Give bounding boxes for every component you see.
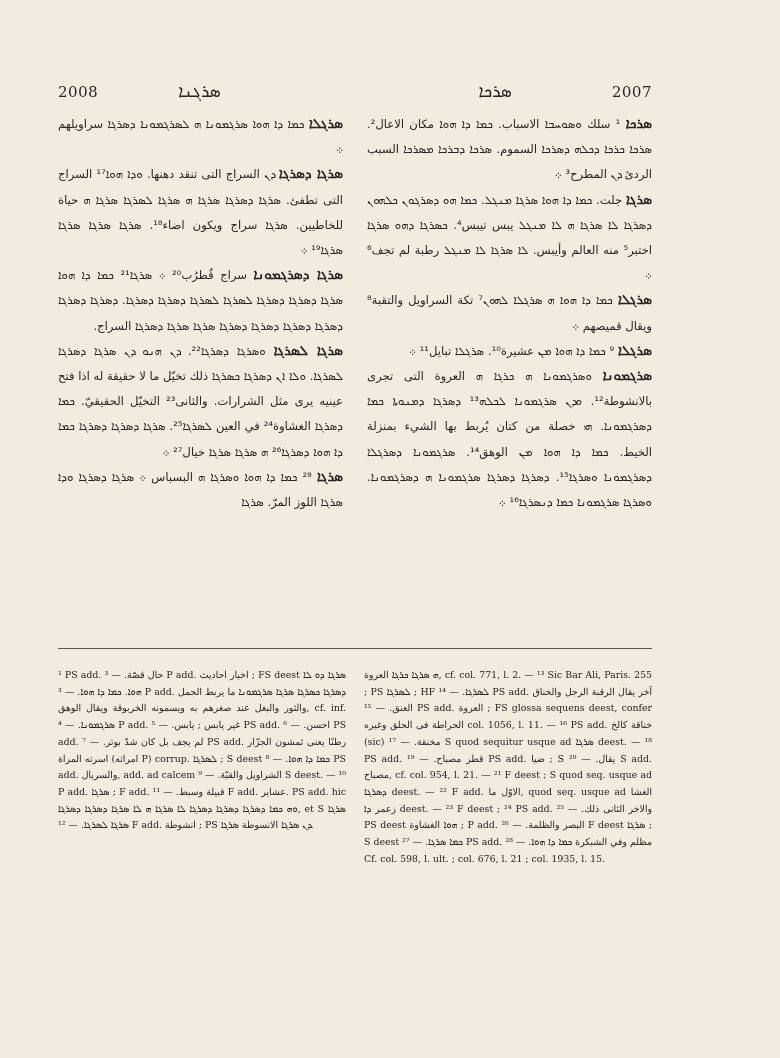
entry [58, 465, 343, 515]
footnotes [58, 668, 652, 868]
headword: ܣܪܓܠܐ [617, 342, 652, 359]
entry-text: ⁹ ܟܡܐ ܕܐ ܗܘܐ ܡܢ عشيرة¹⁰. ܣܪܓܠܐ تبايل¹¹ ܀ [408, 343, 615, 358]
header-left [58, 82, 478, 102]
entry [367, 188, 652, 289]
entry-text: ¹ سلك ܘܣܘܚܒܐ الاسباب. ܟܡܐ ܕܐ ܗܘܐ مكان الاعال². ܣܪܟܐ ܟܪܟܐ ܕܟܠܗ ܕܣܪܟܐ السموم. ܣܪܟܐ ܕܒܪܟܐ ܡܣܪܟܐ السبب الردئ ܕܢ المطرح³ ܀ [367, 117, 652, 182]
entry [58, 162, 343, 263]
left-page-number: 2008 [58, 83, 99, 101]
headword: ܣܪܟܐ [625, 116, 652, 132]
entry [58, 112, 343, 162]
entry-text: ܟܡܐ ܕܐ ܗܘܐ ܗ ܣܪܓܠܐ ܠܗܘܢ⁷ تكة السراويل والتقبة⁸ ويقال قميصهم ܀ [367, 293, 652, 333]
headword: ܣܪܓܐ ܕܣܪܓܐ [278, 166, 343, 183]
entry-text: جلت. ܟܡܐ ܕܐ ܗܘܐ ܣܪܓܐ ܡܢܓܠ. ܟܡܐ ܗܘ ܕܣܪܓܘܢ ܟܠܗܘܢ ܕܣܪܓܐ ܠܐ ܣܪܓܐ ܗ ܠܐ ܡܢܓܠ يبس تيبس⁴. ܟܣܪܓܐ ܕܗܘ ܣܪܓܐ اختبر⁵ منه العالم وأيبس. ܠܐ ܣܪܓܐ ܠܐ ܡܢܓܠ رطبة لم تجف⁶ ܀ [367, 192, 652, 283]
entry-text: ܘܣܪܓܡܘܢܐ ܗ ܟܪܓܐ ܗ العروة التى تجرى بالانشوطة¹². ܘܕܢ ܣܪܓܡܘܢܐ ܠܟܠܗ¹³ ܕܣܪܓܐ ܕܡܢܘܬܐ ܟܡܐ ܕܣܪܓܡܘܢܐ. ܗܝ خصلة من كتان يُربط بها الشيء بمنزلة الخيط. ܟܡܐ ܕܐ ܗܘܐ ܡܢ الوهق¹⁴. ܣܪܓܡܘܢܐ ܕܣܪܓܠܐ ܕܣܪܓܡܘܢܐ ܘܣܪܓܐ¹⁵. ܕܣܪܓܐ ܕܣܪܓܐ ܣܪܓܡܘܢܐ ܗ ܕܣܪܓܡܘܢܐ. ܘܣܪܓܐ ܣܪܓܡܘܢܐ ܟܡܐ ܕܢܣܪܓܐ¹⁶ ܀ [367, 369, 653, 510]
entry [58, 339, 343, 465]
entry-text: ܟܡܐ ܕܐ ܗܘܐ ܣܪܓܡܘܢܐ ܗ ܠܣܪܓܡܘܢܐ ܕܣܪܓܐ سراويلهم ܀ [58, 117, 343, 157]
entry-text: ܕܢ السراج التى تنقد دهنها. ܘܕܐ ܗܘܐ¹⁷ السراج التى تطفئ. ܣܪܓܐ ܕܣܪܓܐ ܣܪܓܐ ܗ ܣܪܓܐ ܠܣܪܓܐ ܣܪܓܐ ܗ حياة للخاطيين. ܣܪܓܐ سراج ويكون اضاء¹⁸. ܣܪܓܐ ܣܪܓܐ ܣܪܓܐ ܣܪܓܐ¹⁹ ܀ [58, 167, 343, 258]
headword: ܣܪܓܠܐ [617, 292, 652, 309]
footnotes-left-column [58, 668, 346, 868]
right-running-title: ܣܪܟܐ [478, 82, 512, 102]
footnote-block: ܗ ܣܪܓܐ ܟܪܓܐ العروة, cf. col. 771, l. 2. — ¹³ Sic Bar Ali, Paris. 255 ; PS ܠܣܪܓܐ ; HF ܠܣܪܓܐ. — ¹⁴ PS add. آخر يقال الرقبة الرجل والخناق العنق. — ¹⁵ PS add. العروة ; FS glossa sequens deest, confer الحراطة فى الحلق وغيره col. 1056, l. 11. — ¹⁶ PS add. خناقة كالخ (sic) مخنقة. — ¹⁷ S quod sequitur usque ad ܣܪܓܐ deest. — ¹⁸ PS add. قطر مصباح. — ¹⁹ PS add. ضيا ; S يقال. — ²⁰ S add. مصباح, cf. col. 954, l. 21. — ²¹ F deest ; S quod seq. usque ad ܕܣܪܓܐ deest. — ²² F add. الاوّل ما, quod seq. usque ad الغشا زعمر ܕܐ deest. — ²³ F deest ; ²⁴ PS add. والاخر الثانى ذلك. — ²⁵ PS deest ܗܘܐ الغشاوة ; P add. البصر والظلمة. — ²⁶ F deest ܣܪܓܐ ; S deest ܟܡܐ ܣܪܓܐ. — ²⁷ PS add. مظلم وفي الشبكرة ܟܡܐ ܕܐ ܗܘܐ. — ²⁸ Cf. col. 598, l. ult. ; col. 676, l. 21 ; col. 1935, l. 15. [364, 670, 653, 865]
left-running-title: ܣܪܓܢܐ [178, 82, 221, 102]
left-column [58, 112, 343, 515]
header-right [479, 82, 652, 102]
headword: ܣܪܓܠܐ [308, 116, 344, 132]
text-columns [58, 112, 652, 515]
headword: ܣܪܓܐ ܠܣܪܓܐ [273, 342, 343, 359]
entry-text: سراج قُطرُب²⁰ ܀ ܣܪܓܐ²¹ ܟܡܐ ܕܐ ܗܘܐ ܣܪܓܐ ܕܣܪܓܐ ܕܣܪܓܐ ܠܣܪܓܐ ܠܣܪܓܐ ܕܣܪܓܐ ܕܣܪܓܐ. ܕܣܪܓܐ ܕܣܪܓܐ ܕܣܪܓܐ ܕܣܪܓܐ ܕܣܪܓܐ ܕܣܪܓܐ ܣܪܓܐ ܣܪܓܐ ܕܣܪܓܐ السراج. [58, 268, 343, 333]
entry [367, 288, 652, 338]
headword: ܣܪܓܐ [316, 468, 344, 485]
entry [367, 339, 652, 364]
footnote-block: ¹ PS add. حال قصّة. — ³ P add. اخبار احاديث ; FS deest ܣܪܓܐ ܕܘ ܠܐ ܗܘܐ. ܟܡܐ ܕܐ ܗܘܐ. — ³ P add. ܕܣܪܓܐ ܟܣܪܓܐ ܣܪܓܐ ܣܪܓܡܘܢܐ ما يربط الجمل والثور والبغل عند صغرهم به ويسمونه الخربوقة ويقال الوهق, cf. inf. ܣܪܓܡܘܢܐ. — ⁴ P add. غير يابس ; يابس. — ⁵ PS add. احسن. — ⁶ PS add. لم يجف بل كان شدّ بوتر. — ⁷ PS add. رطنًا يعنى ثمشون الجزّار اسرته المراة (امراته P) corrup. ܠܣܪܓܐ ; S deest ܟܡܐ ܕܐ ܗܘܐ. — ⁸ PS add. والسربال, add. ad calcem الشراويل والقبّة. — ⁹ S deest. — ¹⁰ P add. ܣܪܓܐ ; F add. قبيلة وسبط. — ¹¹ F add. عشاير. PS add. hic ܘܗ ܟܡܐ ܕܣܪܓܐ ܕܣܪܓܐ ܕܣܪܓܐ ܠܐ ܣܪܓܐ ܗ ܠܐ ܣܪܓܐ ܕܣܪܓܐ ܕܣܪܓܐ, et S ܣܪܓܐ ܣܪܓܐ ܠܣܪܓܐ. — ¹² F add. انشوطة ; PS ܕܢ ܣܪܓܐ الانسوطة ܣܪܓܐ. [58, 670, 346, 832]
page-header [58, 80, 652, 104]
headword: ܣܪܓܐ [625, 191, 652, 208]
entry-text: ܘܣܪܓܐ ܕܣܪܓܐ²². ܕܢ ܗܢܘ ܕܢ ܣܪܓܐ ܕܣܪܓܐ ܠܣܪܓܐ. ܘܠܐ ܐܢ ܕܣܪܓܐ ܟܣܪܓܐ ذلك تخيّل ما لا حقيقة له اذا فتح عينيه يرى مثل الشرارات. والثانى²³ التخيّل الحقيقيّ. ܟܡܐ ܕܣܪܓܐ الغشاوة²⁴ في العين ܠܣܪܓܐ²⁵. ܣܪܓܐ ܕܣܪܓܐ ܕܣܪܓܐ ܟܡܐ ܕܐ ܗܘܐ ܕܣܪܓܐ²⁶ ܗ ܣܪܓܐ ܣܪܓܐ خيال²⁷ ܀ [58, 343, 344, 459]
right-column [367, 112, 652, 515]
headword: ܣܪܓܡܘܢܐ [602, 368, 652, 385]
entry [367, 364, 652, 515]
footnote-rule [58, 648, 652, 649]
right-page-number: 2007 [611, 83, 652, 101]
headword: ܣܪܓܐ ܕܣܪܓܡܘܢܐ [253, 267, 343, 284]
footnotes-right-column [364, 668, 652, 868]
entry [367, 112, 652, 188]
entry [58, 263, 343, 339]
entry-text: ²⁸ ܟܡܐ ܕܐ ܗܘܐ ܘܣܪܓܐ ܗ البسباس ܀ ܣܪܓܐ ܕܣܪܓܐ ܘܕܐ ܣܪܓܐ اللوز المرّ. ܣܪܓܐ [58, 469, 343, 510]
